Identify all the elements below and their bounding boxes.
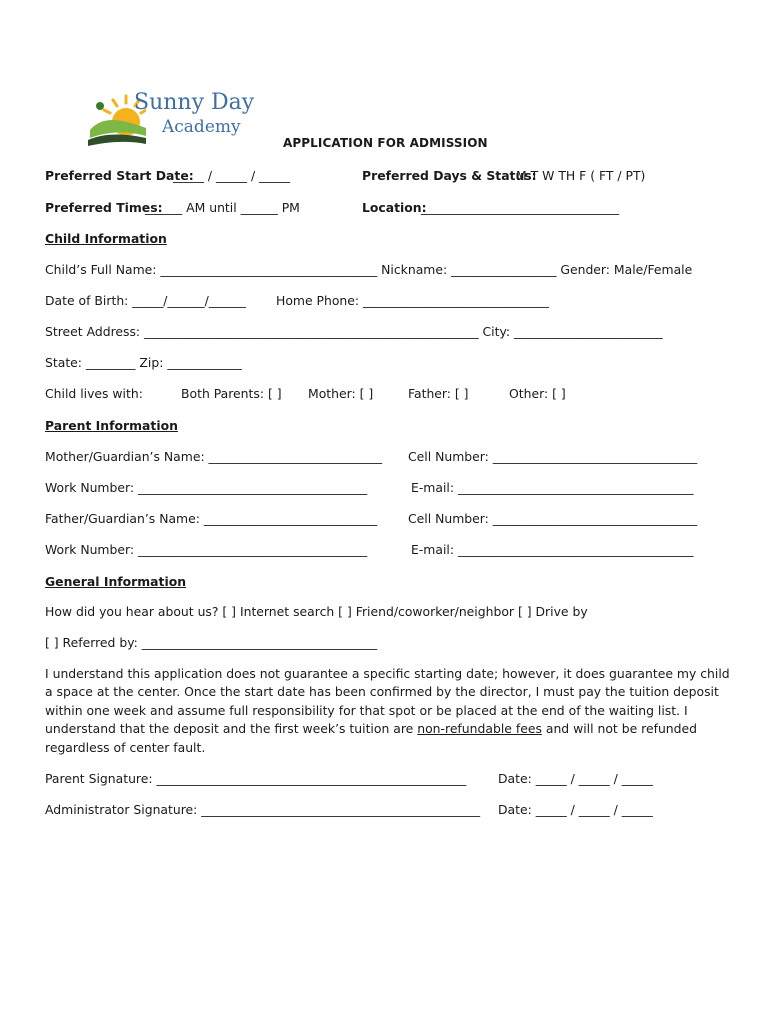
mother-cell-number-field[interactable]: Cell Number: _________________________________	[408, 449, 698, 464]
father-checkbox[interactable]: Father: [ ]	[408, 386, 469, 401]
child-lives-with-label: Child lives with:	[45, 386, 143, 401]
parent-signature-date-field[interactable]: Date: _____ / _____ / _____	[498, 771, 653, 786]
how-did-you-hear-row[interactable]: How did you hear about us? [ ] Internet search [ ] Friend/coworker/neighbor [ ] Drive by	[45, 604, 588, 619]
administrator-signature-date-field[interactable]: Date: _____ / _____ / _____	[498, 802, 653, 817]
administrator-signature-field[interactable]: Administrator Signature: _____________________________________________	[45, 802, 481, 817]
child-information-heading: Child Information	[45, 231, 167, 246]
general-information-heading: General Information	[45, 574, 187, 589]
preferred-start-date-label: Preferred Start Date:	[45, 168, 194, 183]
father-cell-number-field[interactable]: Cell Number: _________________________________	[408, 511, 698, 526]
both-parents-checkbox[interactable]: Both Parents: [ ]	[181, 386, 282, 401]
logo-text-sunny-day: Sunny Day	[134, 90, 255, 115]
mother-work-number-field[interactable]: Work Number: _____________________________________	[45, 480, 368, 495]
mother-guardian-name-field[interactable]: Mother/Guardian’s Name: ____________________________	[45, 449, 383, 464]
parent-signature-field[interactable]: Parent Signature: __________________________________________________	[45, 771, 467, 786]
date-of-birth-field[interactable]: Date of Birth: _____/______/______	[45, 293, 246, 308]
terms-text-part2: and will not be refunded regardless of center fault.	[45, 721, 698, 755]
location-label: Location:	[362, 200, 427, 215]
street-address-row[interactable]: Street Address: ______________________________________________________ City: ________________________	[45, 324, 663, 339]
logo-text-academy: Academy	[162, 117, 241, 137]
preferred-days-status-label: Preferred Days & Status:	[362, 168, 537, 183]
preferred-days-status-options[interactable]: M T W TH F ( FT / PT)	[516, 168, 646, 183]
state-zip-row[interactable]: State: ________ Zip: ____________	[45, 355, 242, 370]
mother-checkbox[interactable]: Mother: [ ]	[308, 386, 374, 401]
mother-email-field[interactable]: E-mail: ______________________________________	[411, 480, 694, 495]
other-checkbox[interactable]: Other: [ ]	[509, 386, 566, 401]
referred-by-field[interactable]: [ ] Referred by: ______________________________________	[45, 635, 378, 650]
sunny-day-academy-logo	[86, 90, 266, 150]
parent-information-heading: Parent Information	[45, 418, 178, 433]
terms-paragraph	[45, 665, 730, 757]
location-field[interactable]: ________________________________	[421, 200, 620, 215]
form-title: APPLICATION FOR ADMISSION	[283, 136, 488, 150]
father-guardian-name-field[interactable]: Father/Guardian’s Name: ____________________________	[45, 511, 378, 526]
preferred-times-label: Preferred Times:	[45, 200, 163, 215]
child-full-name-row[interactable]: Child’s Full Name: ___________________________________ Nickname: _________________ Gender: Male/Female	[45, 262, 693, 277]
terms-text-part1: I understand this application does not guarantee a specific starting date; however, it does guarantee my child a space at the center. Once the start date has been confirmed by the director, I must pay the tuition deposit within one week and assume full responsibility for that spot or be placed at the end of the waiting list. I understand that the deposit and the first week’s tuition are	[45, 666, 730, 737]
preferred-start-date-field[interactable]: _____ / _____ / _____	[173, 168, 291, 183]
home-phone-field[interactable]: Home Phone: ______________________________	[276, 293, 549, 308]
father-work-number-field[interactable]: Work Number: _____________________________________	[45, 542, 368, 557]
father-email-field[interactable]: E-mail: ______________________________________	[411, 542, 694, 557]
preferred-times-field[interactable]: ______ AM until ______ PM	[145, 200, 300, 215]
non-refundable-fees-text: non-refundable fees	[417, 721, 542, 737]
